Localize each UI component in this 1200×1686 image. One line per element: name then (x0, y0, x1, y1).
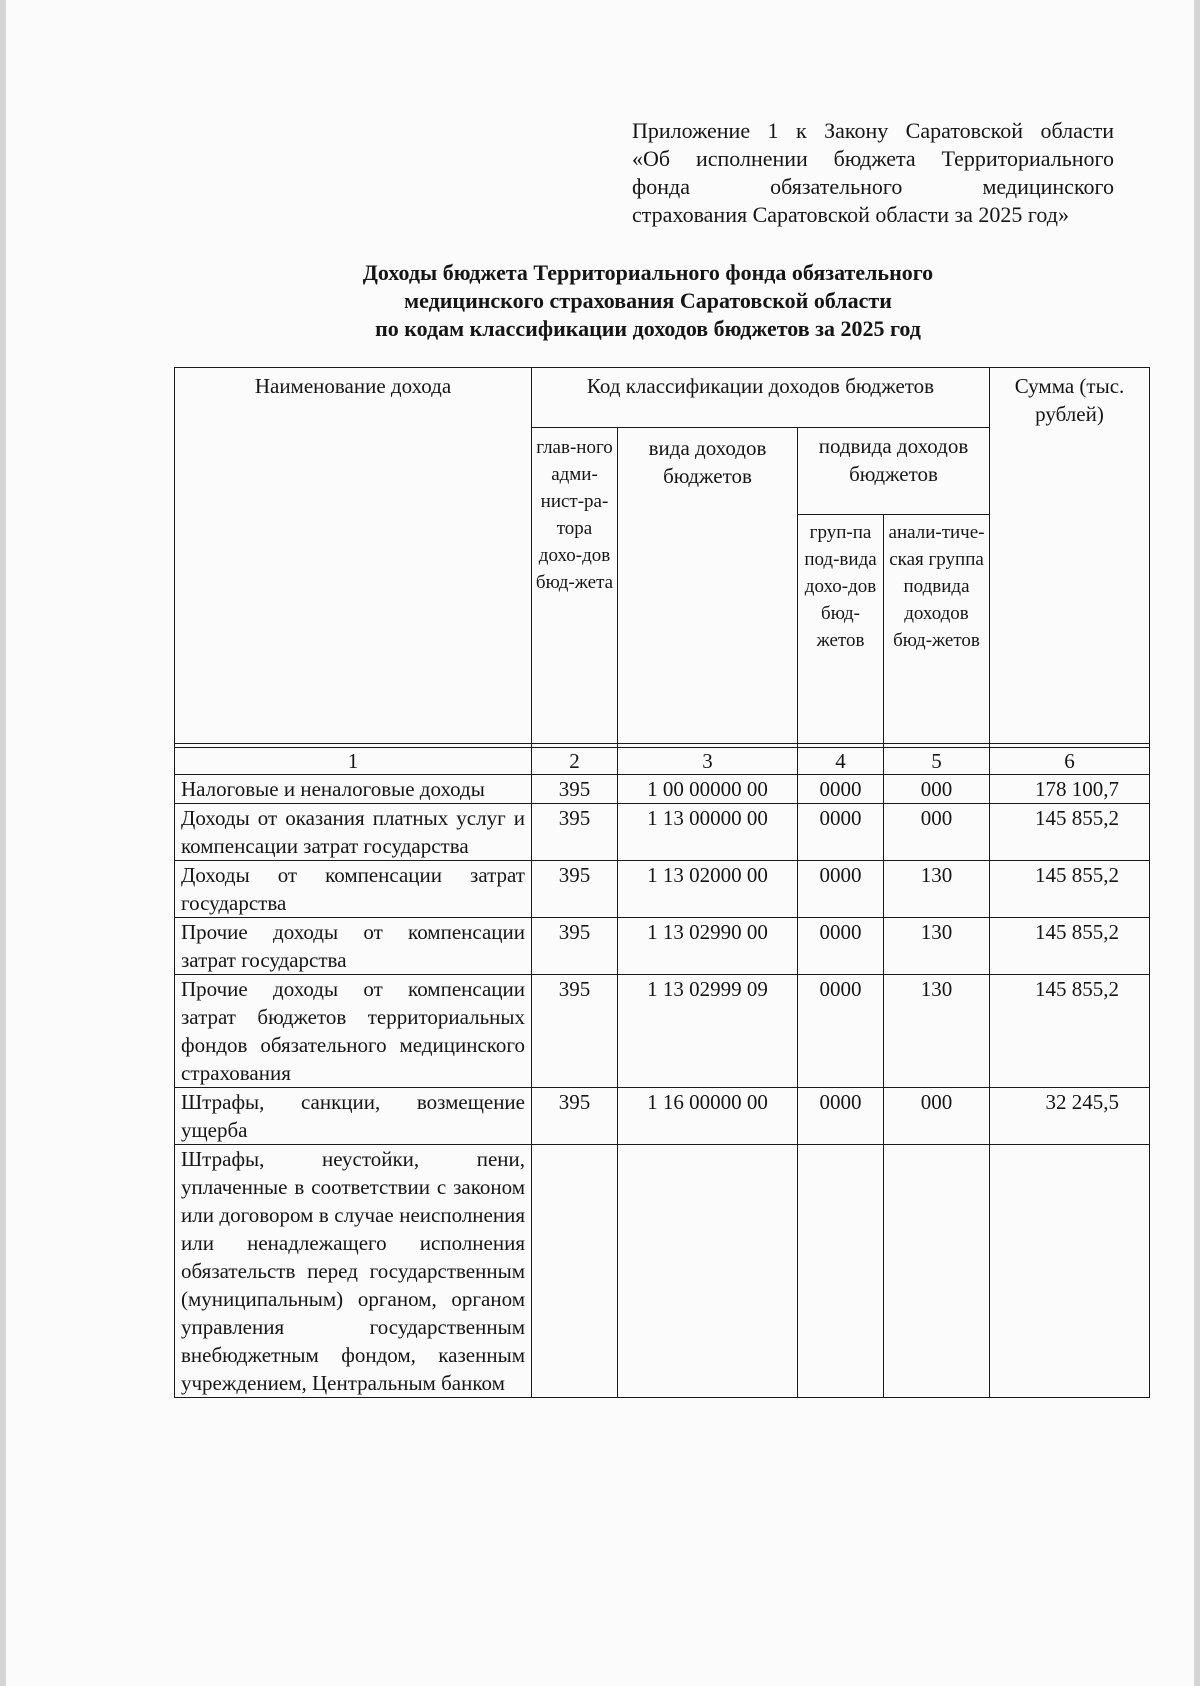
column-number: 6 (990, 748, 1150, 775)
sum-cell: 32 245,5 (990, 1088, 1150, 1145)
kind-code-cell: 1 00 00000 00 (618, 775, 798, 804)
subkind-group-cell (798, 1145, 884, 1398)
appendix-line: Приложение 1 к Закону Саратовской области (632, 118, 1114, 143)
column-numbers-row (175, 748, 1150, 775)
income-name-cell: Доходы от компенсации затрат государства (175, 861, 532, 918)
kind-code-cell (618, 1145, 798, 1398)
column-number: 2 (532, 748, 618, 775)
analytic-group-cell (884, 1145, 990, 1398)
analytic-group-cell: 130 (884, 918, 990, 975)
subkind-group-cell: 0000 (798, 861, 884, 918)
income-name-cell: Штрафы, неустойки, пени, уплаченные в соответствии с законом или договором в случае неисполнения или ненадлежащего исполнения обязательств перед государственным (муниципальным) органом, органом управления государственным внебюджетным фондом, казенным учреждением, Центральным банком (175, 1145, 532, 1398)
income-name-cell: Налоговые и неналоговые доходы (175, 775, 532, 804)
analytic-group-cell: 000 (884, 804, 990, 861)
title-line: Доходы бюджета Территориального фонда обязательного (362, 260, 934, 285)
subkind-group-cell: 0000 (798, 975, 884, 1088)
analytic-group-cell: 000 (884, 775, 990, 804)
header-sum: Сумма (тыс. рублей) (990, 368, 1150, 744)
header-code-group: Код классификации доходов бюджетов (532, 368, 990, 428)
admin-code-cell: 395 (532, 918, 618, 975)
table-body (175, 748, 1150, 1398)
table-row (175, 804, 1150, 861)
subkind-group-cell: 0000 (798, 775, 884, 804)
kind-code-cell: 1 13 02990 00 (618, 918, 798, 975)
income-table (174, 367, 1150, 1398)
table-row (175, 1145, 1150, 1398)
kind-code-cell: 1 16 00000 00 (618, 1088, 798, 1145)
sum-cell (990, 1145, 1150, 1398)
analytic-group-cell: 130 (884, 861, 990, 918)
column-number: 3 (618, 748, 798, 775)
admin-code-cell: 395 (532, 975, 618, 1088)
header-admin: глав-ного адми-нист-ра-тора дохо-дов бюд-жета (532, 428, 618, 744)
subkind-group-cell: 0000 (798, 918, 884, 975)
table-row (175, 918, 1150, 975)
admin-code-cell: 395 (532, 1088, 618, 1145)
kind-code-cell: 1 13 02000 00 (618, 861, 798, 918)
kind-code-cell: 1 13 02999 09 (618, 975, 798, 1088)
column-number: 5 (884, 748, 990, 775)
subkind-group-cell: 0000 (798, 804, 884, 861)
table-row (175, 1088, 1150, 1145)
column-number: 4 (798, 748, 884, 775)
admin-code-cell: 395 (532, 775, 618, 804)
admin-code-cell: 395 (532, 804, 618, 861)
table-row (175, 861, 1150, 918)
sum-cell: 178 100,7 (990, 775, 1150, 804)
appendix-line: фонда обязательного медицинского (632, 174, 1114, 199)
column-number: 1 (175, 748, 532, 775)
header-kind: вида доходов бюджетов (618, 428, 798, 744)
sum-cell: 145 855,2 (990, 918, 1150, 975)
kind-code-cell: 1 13 00000 00 (618, 804, 798, 861)
sum-cell: 145 855,2 (990, 861, 1150, 918)
table-header (175, 368, 1150, 748)
income-name-cell: Штрафы, санкции, возмещение ущерба (175, 1088, 532, 1145)
header-subkind-group: груп-па под-вида дохо-дов бюд-жетов (798, 515, 884, 744)
income-name-cell: Доходы от оказания платных услуг и компенсации затрат государства (175, 804, 532, 861)
table-row (175, 975, 1150, 1088)
subkind-group-cell: 0000 (798, 1088, 884, 1145)
admin-code-cell: 395 (532, 861, 618, 918)
analytic-group-cell: 000 (884, 1088, 990, 1145)
header-subkind-analytic: анали-тиче-ская группа подвида доходов бюд-жетов (884, 515, 990, 744)
header-subkind: подвида доходов бюджетов (798, 428, 990, 515)
header-name: Наименование дохода (175, 368, 532, 744)
sum-cell: 145 855,2 (990, 804, 1150, 861)
income-name-cell: Прочие доходы от компенсации затрат бюджетов территориальных фондов обязательного медицинского страхования (175, 975, 532, 1088)
title-line: медицинского страхования Саратовской области (404, 288, 892, 313)
appendix-line: страхования Саратовской области за 2025 год» (632, 202, 1069, 227)
sum-cell: 145 855,2 (990, 975, 1150, 1088)
document-title (168, 259, 1128, 343)
appendix-reference (632, 117, 1114, 229)
analytic-group-cell: 130 (884, 975, 990, 1088)
scan-edge-right (1194, 0, 1200, 1686)
scan-edge-left (0, 0, 6, 1686)
title-line: по кодам классификации доходов бюджетов за 2025 год (375, 316, 921, 341)
admin-code-cell (532, 1145, 618, 1398)
income-name-cell: Прочие доходы от компенсации затрат государства (175, 918, 532, 975)
table-row (175, 775, 1150, 804)
appendix-line: «Об исполнении бюджета Территориального (632, 146, 1114, 171)
